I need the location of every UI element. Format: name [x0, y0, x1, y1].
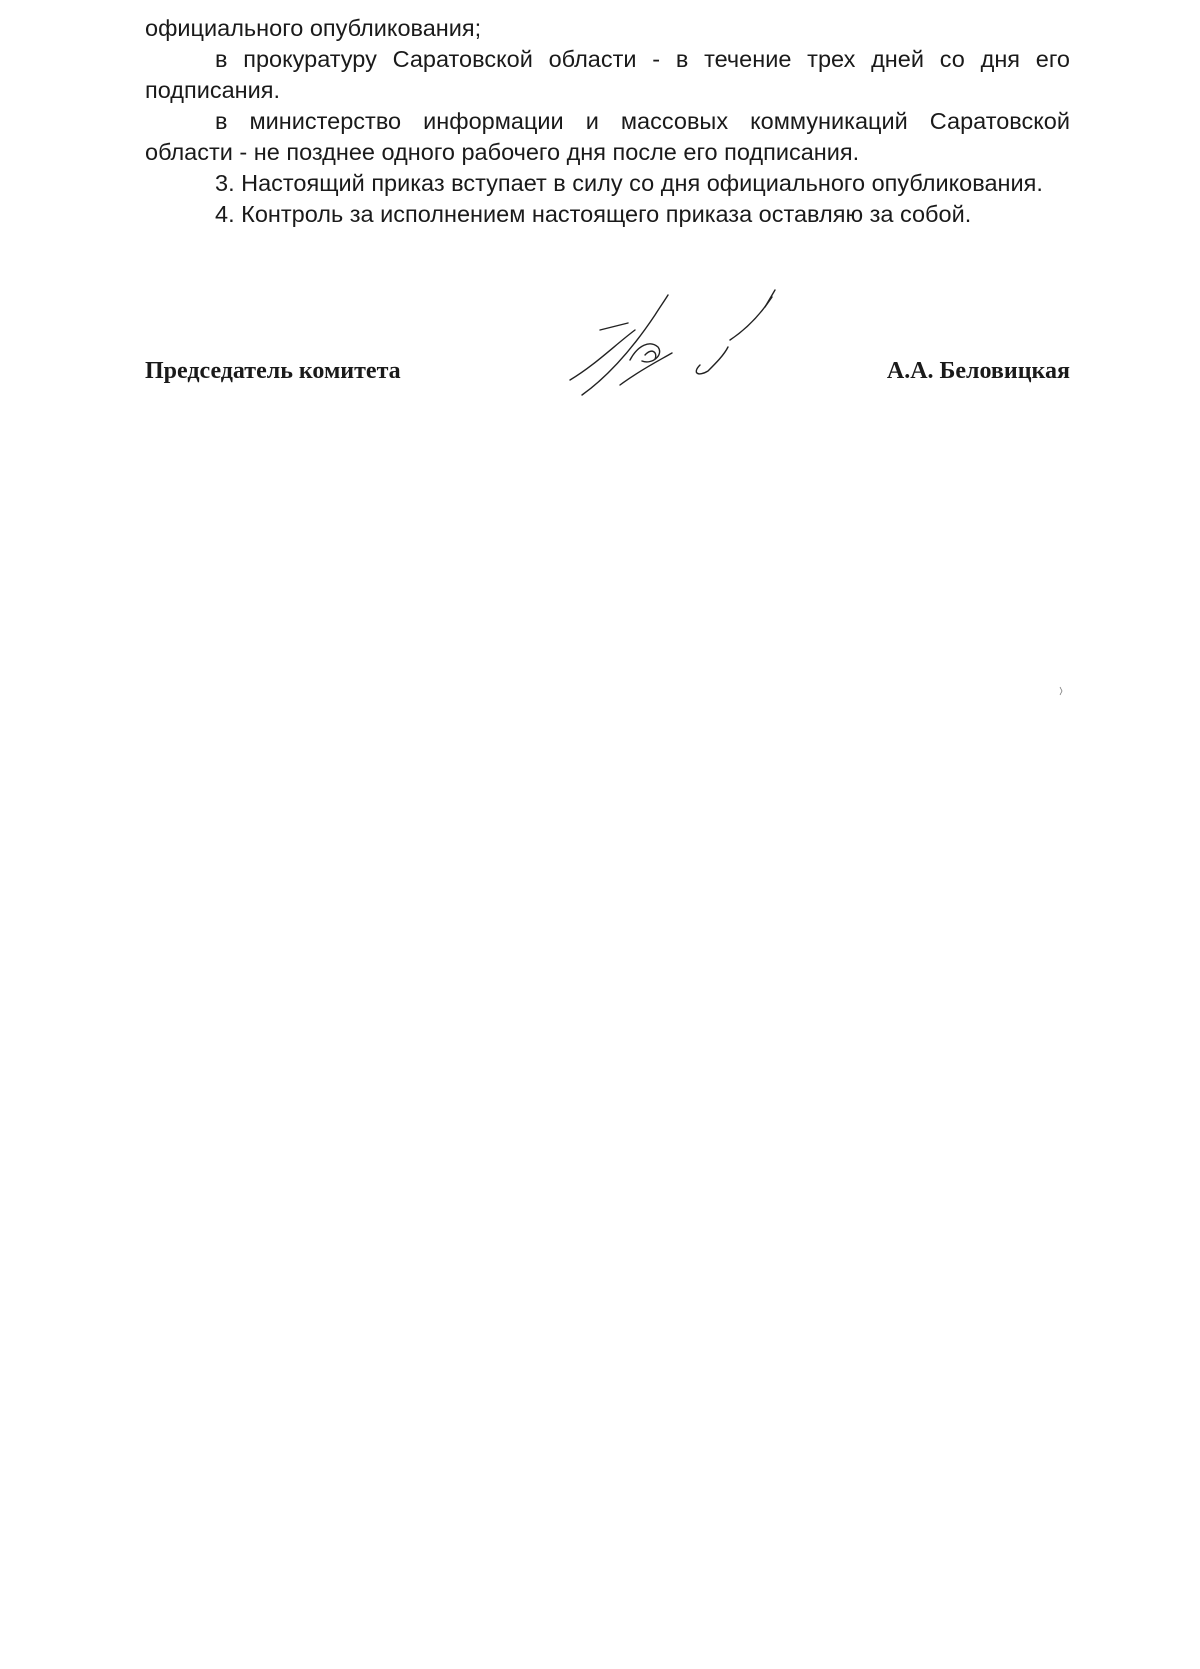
signatory-name: А.А. Беловицкая — [886, 358, 1070, 384]
paragraph-control: 4. Контроль за исполнением настоящего приказа оставляю за собой. — [215, 201, 972, 227]
signatory-title: Председатель комитета — [145, 358, 401, 384]
document-body — [145, 13, 1070, 230]
scan-speck-icon — [1058, 686, 1064, 696]
paragraph-prosecutor: в прокуратуру Саратовской области - в течение трех дней со дня его подписания. — [145, 46, 1070, 103]
paragraph-ministry: в министерство информации и массовых коммуникаций Саратовской области - не позднее одного рабочего дня после его подписания. — [145, 108, 1070, 165]
paragraph-official-publication: официального опубликования; — [145, 15, 482, 41]
signature-block — [145, 358, 1070, 398]
paragraph-effective-date: 3. Настоящий приказ вступает в силу со дня официального опубликования. — [215, 170, 1043, 196]
handwritten-signature-icon — [560, 285, 800, 420]
